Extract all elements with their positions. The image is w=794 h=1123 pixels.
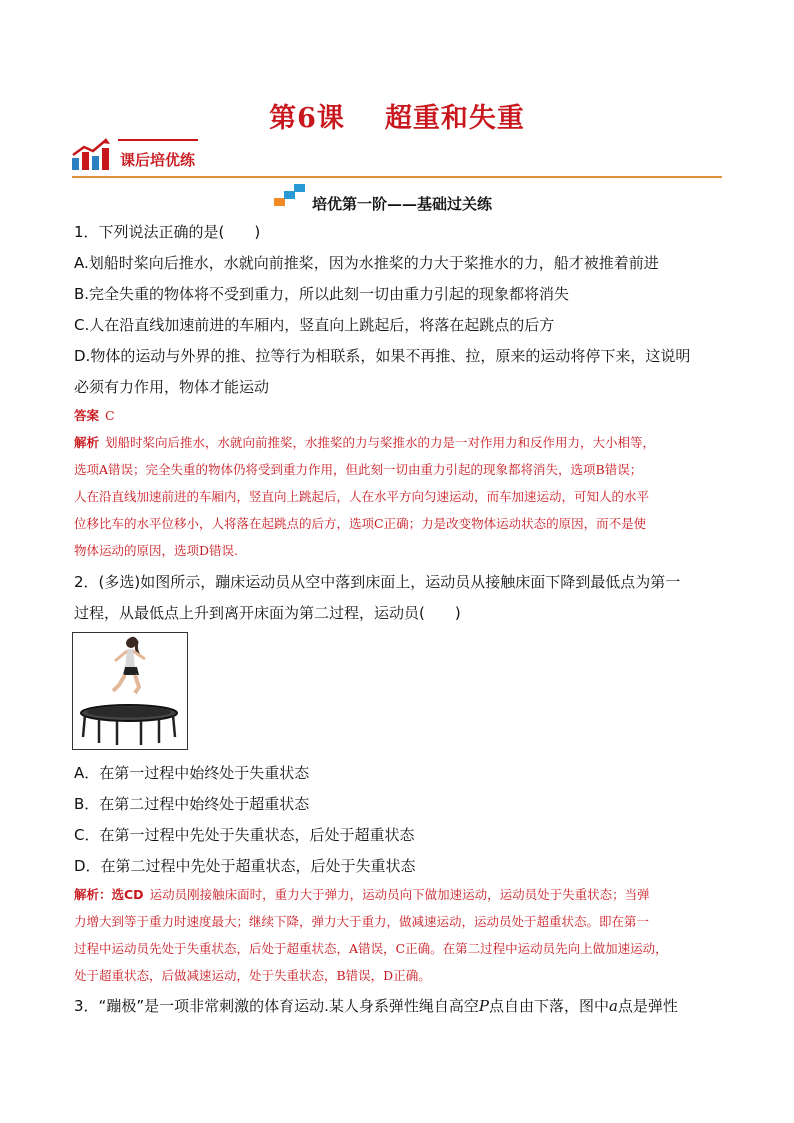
q1-option-b: B.完全失重的物体将不受到重力，所以此刻一切由重力引起的现象都将消失 [74,285,570,303]
q3-stem-pre: 3．“蹦极”是一项非常刺激的体育运动.某人身系弹性绳自高空 [74,997,479,1015]
lesson-topic: 超重和失重 [384,103,525,134]
q2-stem-cont: 过程，从最低点上升到离开床面为第二过程，运动员( ) [74,604,461,622]
trampoline-figure [72,632,188,750]
q2-analysis-line-3: 过程中运动员先处于失重状态，后处于超重状态，A错误，C正确。在第二过程中运动员先向上做加速运动， [74,941,668,956]
q3-var-a: a [608,997,618,1015]
q3-stem [74,996,678,1016]
q3-stem-mid: 点自由下落，图中 [488,997,609,1015]
q1-analysis-line-4: 位移比车的水平位移小，人将落在起跳点的后方，选项C正确；力是改变物体运动状态的原因，而不是使 [74,516,647,531]
q2-analysis-line-4: 处于超重状态，后做减速运动，处于失重状态，B错误，D正确。 [74,968,431,983]
stairs-icon [274,184,306,206]
answer-label: 答案 [74,408,100,423]
q1-analysis-line-1 [74,434,655,452]
q2-analysis-line-2: 力增大到等于重力时速度最大；继续下降，弹力大于重力，做减速运动，运动员处于超重状态。即在第一 [74,914,650,929]
lesson-number: 第6课 [269,103,345,134]
page-title [0,96,794,135]
section-top-rule [118,139,198,141]
q1-option-d: D.物体的运动与外界的推、拉等行为相联系，如果不再推、拉，原来的运动将停下来，这说明 [74,347,691,365]
q2-analysis-label: 解析：选CD [74,887,144,902]
q1-stem: 1．下列说法正确的是( ) [74,223,261,241]
q3-stem-post: 点是弹性 [617,997,678,1015]
q3-var-p: P [478,997,489,1015]
q2-option-d: D．在第二过程中先处于超重状态，后处于失重状态 [74,857,416,875]
q1-analysis-line-3: 人在沿直线加速前进的车厢内，竖直向上跳起后，人在水平方向匀速运动，而车加速运动，可知人的水平 [74,489,650,504]
answer-value: C [105,408,115,423]
q2-option-b: B．在第二过程中始终处于超重状态 [74,795,310,813]
q1-answer [74,407,115,425]
bar-chart-icon [70,138,110,170]
q2-stem: 2．(多选)如图所示，蹦床运动员从空中落到床面上，运动员从接触床面下降到最低点为第一 [74,573,681,591]
analysis-label: 解析 [74,435,100,450]
q1-analysis-line-2: 选项A错误；完全失重的物体仍将受到重力作用，但此刻一切由重力引起的现象都将消失，选项B错误； [74,462,643,477]
q2-analysis-text: 运动员刚接触床面时，重力大于弹力，运动员向下做加速运动，运动员处于失重状态；当弹 [149,887,650,902]
q2-analysis-line-1 [74,886,650,904]
q1-option-d-cont: 必须有力作用，物体才能运动 [74,378,270,396]
section-divider [72,176,722,178]
q1-analysis-line-5: 物体运动的原因，选项D错误. [74,543,238,558]
subsection-title: 培优第一阶——基础过关练 [312,195,493,213]
trampoline-jumper-illustration [73,633,187,749]
q2-option-c: C．在第一过程中先处于失重状态，后处于超重状态 [74,826,415,844]
section-label: 课后培优练 [120,151,196,169]
q1-option-a: A.划船时桨向后推水，水就向前推桨，因为水推桨的力大于桨推水的力，船才被推着前进 [74,254,659,272]
q1-option-c: C.人在沿直线加速前进的车厢内，竖直向上跳起后，将落在起跳点的后方 [74,316,555,334]
analysis-text: 划船时桨向后推水，水就向前推桨，水推桨的力与桨推水的力是一对作用力和反作用力，大小相等， [105,435,656,450]
q2-option-a: A．在第一过程中始终处于失重状态 [74,764,310,782]
